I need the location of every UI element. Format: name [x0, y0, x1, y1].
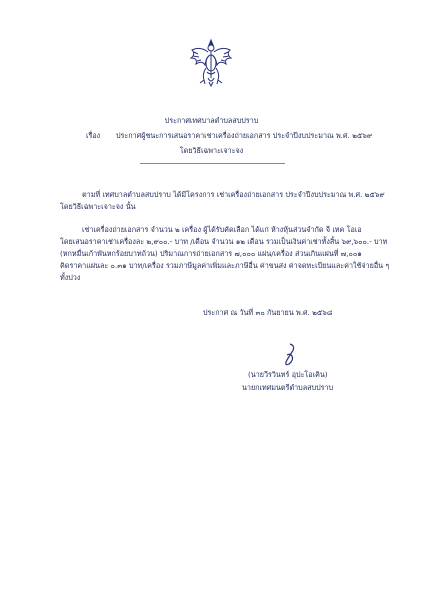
body-paragraph-2-line-1: เช่าเครื่องถ่ายเอกสาร จำนวน ๒ เครื่อง ผู้ได้รับคัดเลือก ได้แก่ ห้างหุ้นส่วนจำกัด จี เทค โอเอ: [82, 225, 362, 234]
body-paragraph-2-line-3: (หกหมื่นเก้าพันหกร้อยบาทถ้วน) ปริมาณการถ่ายเอกสาร ๗,๐๐๐ แผ่น/เครื่อง ส่วนเกินแผ่นที่ ๗,๐๐๑: [60, 249, 362, 258]
announcement-date: ประกาศ ณ วันที่ ๓๐ กันยายน พ.ศ. ๒๕๖๘: [203, 308, 333, 317]
body-paragraph-2-line-2: โดยเสนอราคาเช่าเครื่องละ ๒,๙๐๐.- บาท /เดือน จำนวน ๑๒ เดือน รวมเป็นเงินค่าเช่าทั้งสิ้น ๖๙,๖๐๐.- บาท: [60, 237, 388, 246]
body-paragraph-2-line-4: คิดราคาแผ่นละ ๐.๓๑ บาท/เครื่อง รวมภาษีมูลค่าเพิ่มและภาษีอื่น ค่าขนส่ง ค่าจดทะเบียนและค่าใช้จ่ายอื่น ๆ: [60, 261, 390, 270]
signer-name: (นายวีรวินทร์ อุปะโอเคิน): [248, 370, 328, 379]
document-header-title: ประกาศเทศบาลตำบลสบปราบ: [164, 116, 259, 125]
body-paragraph-2-line-5: ทั้งปวง: [60, 273, 81, 282]
signature-icon: [280, 342, 298, 368]
signer-title: นายกเทศมนตรีตำบลสบปราบ: [242, 383, 334, 392]
subject-text: ประกาศผู้ชนะการเสนอราคาเช่าเครื่องถ่ายเอกสาร ประจำปีงบประมาณ พ.ศ. ๒๕๖๙: [116, 131, 373, 140]
procurement-method: โดยวิธีเฉพาะเจาะจง: [179, 146, 244, 155]
body-paragraph-1-line-2: โดยวิธีเฉพาะเจาะจง นั้น: [60, 202, 136, 211]
body-paragraph-1-line-1: ตามที่ เทศบาลตำบลสบปราบ ได้มีโครงการ เช่าเครื่องถ่ายเอกสาร ประจำปีงบประมาณ พ.ศ. ๒๕๖๙: [82, 190, 385, 199]
divider: [140, 163, 285, 164]
garuda-emblem-icon: [188, 38, 234, 88]
subject-label: เรื่อง: [86, 131, 101, 140]
